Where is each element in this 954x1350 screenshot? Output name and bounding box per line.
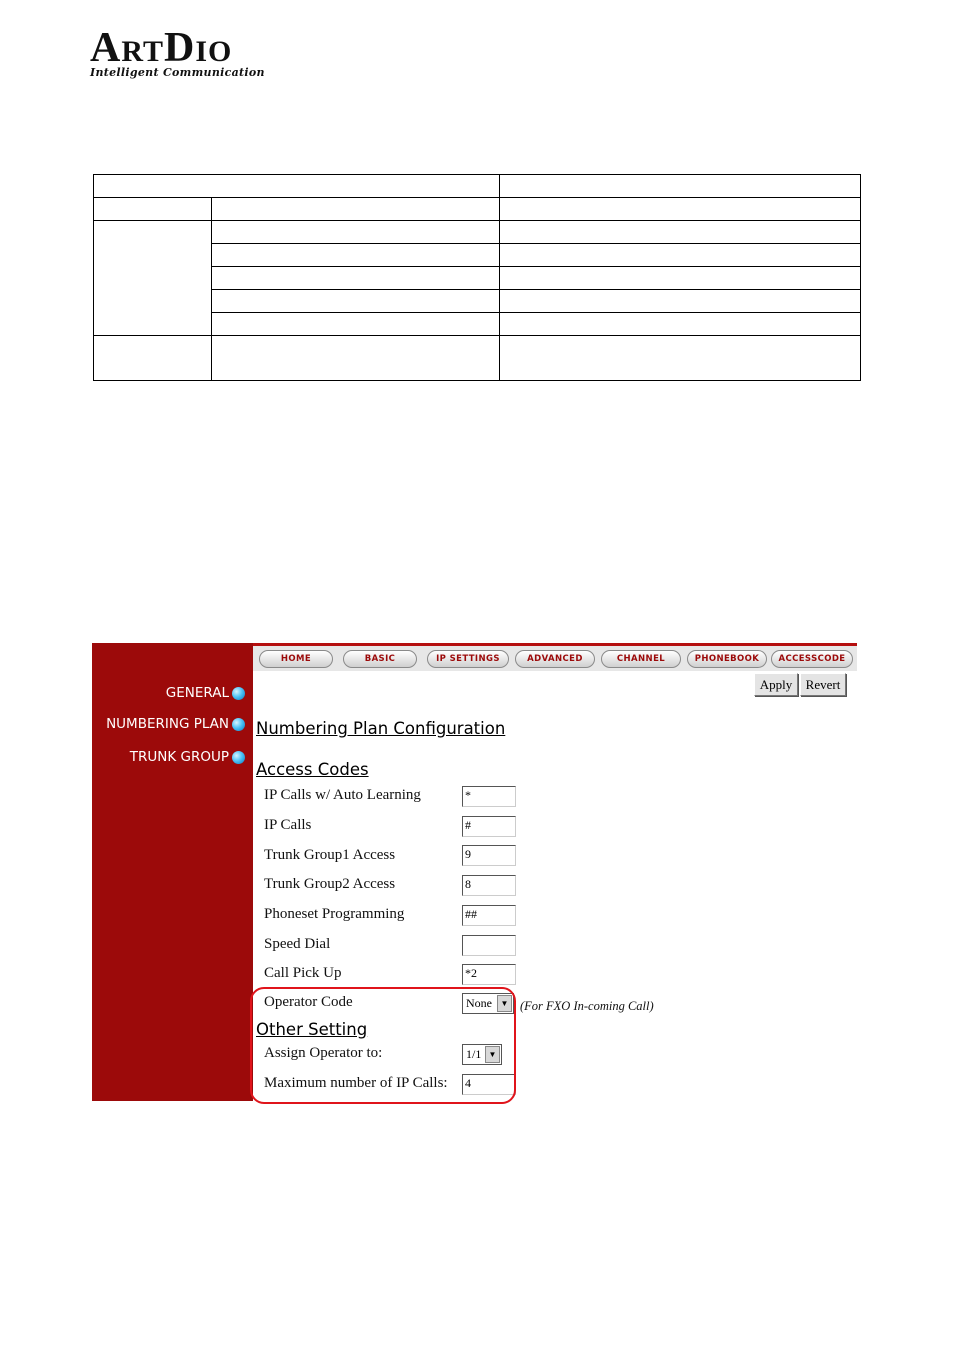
top-nav — [253, 643, 857, 671]
bullet-icon — [232, 751, 245, 764]
highlight-outline — [250, 987, 516, 1104]
field-label: Maximum number of IP Calls: — [264, 1075, 448, 1091]
field-label: Operator Code — [264, 994, 353, 1010]
field-label: Speed Dial — [264, 936, 331, 952]
field-label: Phoneset Programming — [264, 906, 405, 922]
operator-code-select[interactable]: None ▼ — [462, 993, 514, 1014]
sidebar-item-numbering-plan[interactable]: NUMBERING PLAN — [106, 716, 245, 732]
operator-code-note: (For FXO In-coming Call) — [520, 999, 654, 1013]
phoneset-programming-input[interactable]: ## — [462, 905, 516, 926]
tab-ip-settings[interactable]: IP SETTINGS — [427, 650, 509, 668]
tab-channel[interactable]: CHANNEL — [601, 650, 681, 668]
assign-operator-select[interactable]: 1/1 ▼ — [462, 1044, 502, 1065]
sidebar-item-trunk-group[interactable]: TRUNK GROUP — [130, 749, 245, 765]
chevron-down-icon[interactable]: ▼ — [497, 995, 512, 1012]
trunk-group2-access-input[interactable]: 8 — [462, 875, 516, 896]
logo-wordmark: ARTDIO — [90, 25, 233, 71]
tab-home[interactable]: HOME — [259, 650, 333, 668]
speed-dial-input[interactable] — [462, 935, 516, 956]
field-label: IP Calls — [264, 817, 312, 833]
empty-table — [93, 174, 861, 381]
call-pick-up-input[interactable]: *2 — [462, 964, 516, 985]
artdio-logo — [90, 25, 265, 84]
field-label: Trunk Group1 Access — [264, 847, 396, 863]
bullet-icon — [232, 687, 245, 700]
max-ip-calls-input[interactable]: 4 — [462, 1074, 516, 1095]
sidebar-item-general[interactable]: GENERAL — [166, 685, 245, 701]
field-label: Assign Operator to: — [264, 1045, 383, 1061]
config-screenshot — [92, 643, 857, 1101]
logo-tagline: Intelligent Communication — [90, 66, 265, 79]
bullet-icon — [232, 718, 245, 731]
revert-button[interactable]: Revert — [800, 673, 846, 696]
chevron-down-icon[interactable]: ▼ — [485, 1046, 500, 1063]
tab-basic[interactable]: BASIC — [343, 650, 417, 668]
ip-calls-auto-learning-input[interactable]: * — [462, 786, 516, 807]
ip-calls-input[interactable]: # — [462, 816, 516, 837]
page-title: Numbering Plan Configuration — [256, 719, 506, 738]
access-codes-heading: Access Codes — [256, 760, 369, 779]
apply-button[interactable]: Apply — [754, 673, 798, 696]
field-label: Call Pick Up — [264, 965, 342, 981]
field-label: IP Calls w/ Auto Learning — [264, 787, 421, 803]
other-setting-heading: Other Setting — [256, 1020, 368, 1039]
trunk-group1-access-input[interactable]: 9 — [462, 845, 516, 866]
tab-accesscode[interactable]: ACCESSCODE — [771, 650, 853, 668]
sidebar — [92, 643, 253, 1101]
field-label: Trunk Group2 Access — [264, 876, 396, 892]
tab-advanced[interactable]: ADVANCED — [515, 650, 595, 668]
tab-phonebook[interactable]: PHONEBOOK — [687, 650, 767, 668]
